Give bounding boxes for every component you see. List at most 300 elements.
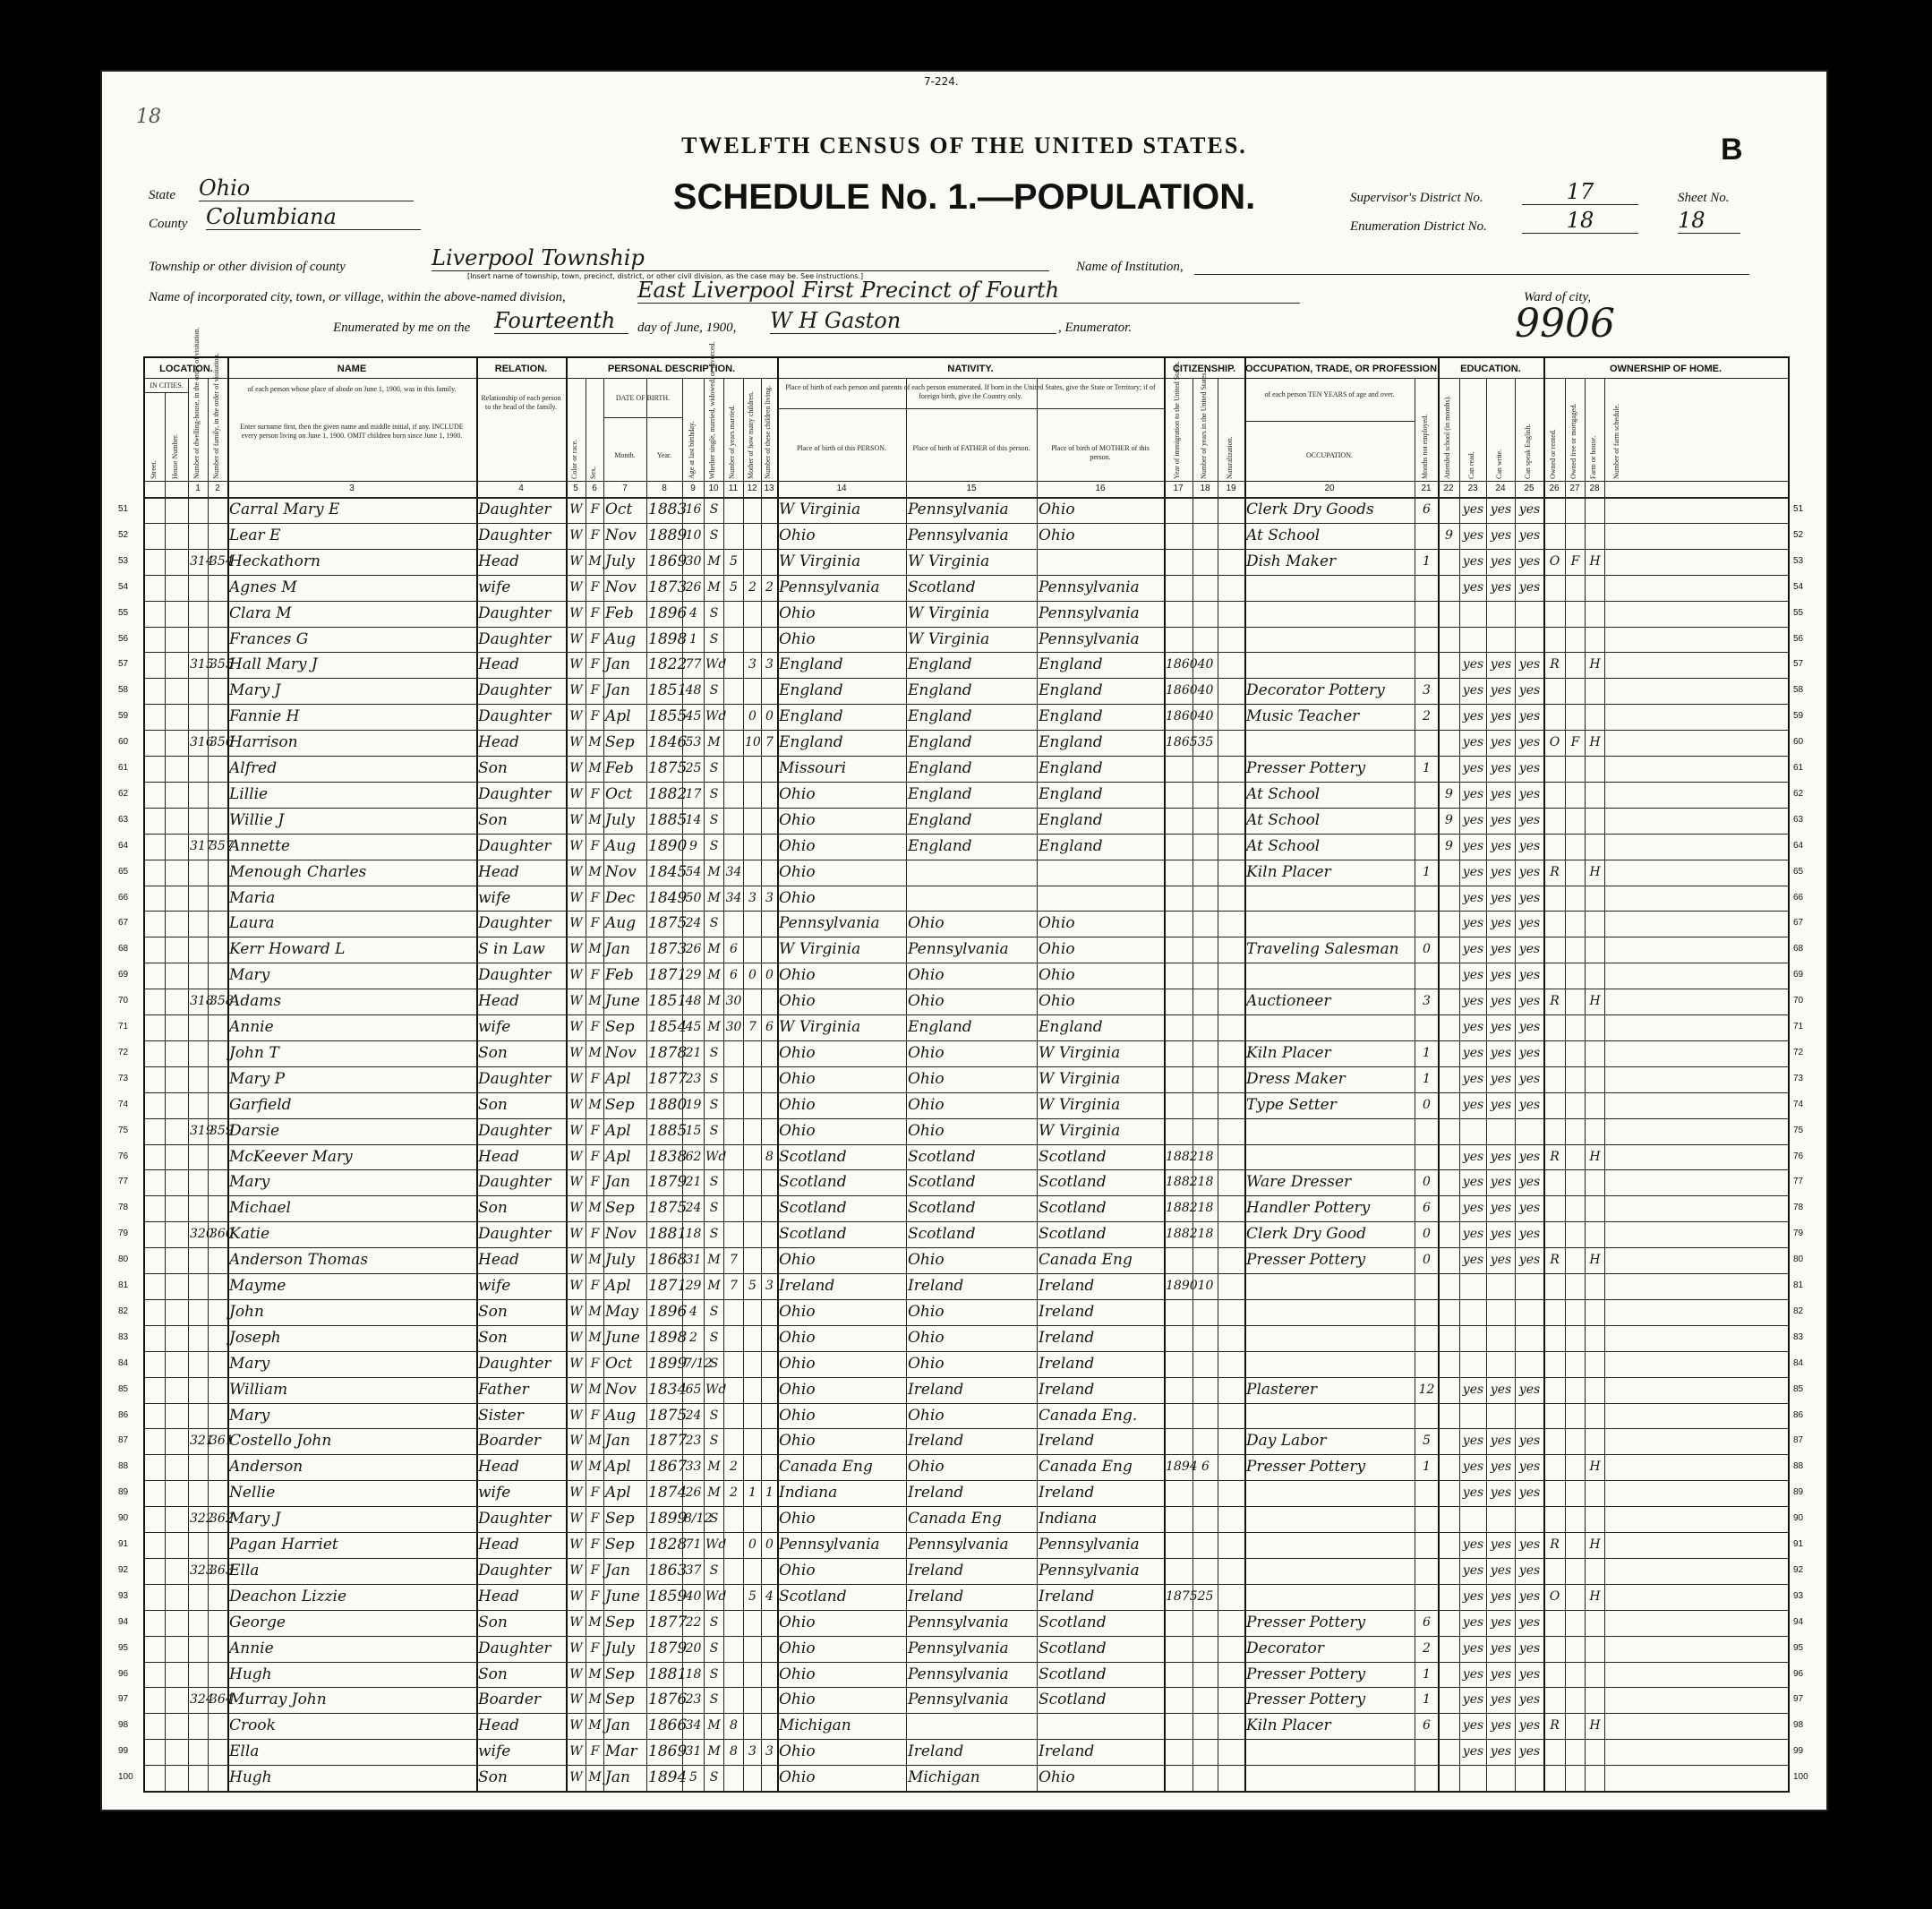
census-cell-sp: yes — [1518, 502, 1541, 517]
census-cell-s: M — [588, 1718, 602, 1734]
census-cell-fr — [1567, 523, 1584, 549]
census-cell-s: F — [590, 1020, 600, 1034]
census-cell-li — [763, 1454, 776, 1480]
census-cell-sp: yes — [1518, 1588, 1541, 1604]
census-cell-p: Ohio — [779, 784, 816, 803]
census-cell-dw: 315 — [190, 657, 214, 672]
census-cell-y: 1875 — [648, 914, 688, 933]
census-cell-im — [1166, 1713, 1192, 1739]
census-cell-rel: Head — [478, 552, 519, 570]
census-cell-fr — [1567, 1480, 1584, 1506]
census-cell-rd: yes — [1462, 1666, 1484, 1682]
census-cell-att — [1440, 1221, 1458, 1247]
census-cell-fr — [1567, 1325, 1584, 1351]
census-cell-mt: England — [1039, 681, 1103, 700]
census-cell-dw — [190, 1066, 207, 1092]
census-cell-att — [1440, 1532, 1458, 1558]
census-cell-rd: yes — [1462, 657, 1484, 672]
census-cell-mo — [745, 549, 760, 575]
census-cell-li — [763, 1040, 776, 1066]
census-cell-ms: M — [707, 890, 721, 905]
census-cell-fr: F — [1570, 553, 1580, 569]
column-divider — [1565, 378, 1566, 1791]
row-number-left: 88 — [118, 1461, 129, 1472]
census-cell-ms: S — [709, 605, 719, 621]
census-cell-occ: Dish Maker — [1246, 552, 1337, 570]
census-cell-rd: yes — [1462, 1614, 1484, 1630]
census-cell-y: 1871 — [648, 1277, 688, 1295]
census-cell-yr — [1194, 782, 1217, 808]
census-cell-dw — [190, 1299, 207, 1325]
census-cell-name: Darsie — [229, 1121, 280, 1140]
census-cell-mt: Ireland — [1039, 1354, 1095, 1373]
census-cell-fr — [1567, 834, 1584, 860]
census-cell-s: M — [588, 553, 602, 569]
row-number-left: 55 — [118, 607, 129, 618]
census-cell-c: W — [569, 864, 583, 879]
row-number-right: 67 — [1793, 918, 1804, 929]
census-cell-y: 1875 — [648, 759, 688, 777]
census-cell-rel: Head — [478, 1251, 519, 1270]
census-cell-im — [1166, 1066, 1192, 1092]
census-cell-li — [763, 782, 776, 808]
census-cell-mt: Canada Eng — [1039, 1458, 1133, 1477]
census-cell-yr — [1194, 1092, 1217, 1118]
census-cell-ms: M — [707, 1253, 721, 1268]
column-number: 12 — [747, 484, 757, 493]
census-cell-att — [1440, 1169, 1458, 1195]
census-cell-ms: S — [709, 1175, 719, 1190]
census-cell-mt: England — [1039, 655, 1103, 674]
census-cell-wr — [1488, 1506, 1514, 1532]
census-cell-sp: yes — [1518, 1562, 1541, 1578]
census-cell-fh: H — [1589, 1718, 1601, 1734]
census-cell-fr — [1567, 1765, 1584, 1791]
census-cell-fh — [1586, 808, 1603, 834]
census-cell-ms: Wd — [705, 1537, 727, 1552]
census-cell-f — [908, 1713, 1036, 1739]
census-cell-yr — [1194, 497, 1217, 523]
census-cell-rd — [1461, 1506, 1485, 1532]
census-cell-own — [1545, 1195, 1564, 1221]
census-cell-rel: wife — [478, 1742, 511, 1761]
census-cell-att — [1440, 1066, 1458, 1092]
group-header: OCCUPATION, TRADE, OR PROFESSION — [1244, 364, 1438, 374]
group-header: NATIVITY. — [947, 364, 994, 374]
census-cell-f: Michigan — [908, 1768, 980, 1787]
census-cell-li — [763, 1092, 776, 1118]
census-cell-yr — [1194, 1247, 1217, 1273]
census-cell-yr: 40 — [1197, 657, 1214, 672]
census-cell-rel: Head — [478, 992, 519, 1011]
row-number-left: 70 — [118, 996, 129, 1006]
census-cell-y: 1877 — [648, 1069, 688, 1088]
census-cell-mt: Ireland — [1039, 1328, 1095, 1347]
census-cell-dw: 318 — [190, 994, 214, 1009]
institution-line — [1194, 274, 1749, 275]
census-cell-s: F — [590, 683, 600, 698]
census-cell-occ: Kiln Placer — [1246, 1716, 1331, 1735]
census-cell-fh — [1586, 886, 1603, 912]
census-cell-rel: Son — [478, 1302, 508, 1321]
census-cell-rel: Boarder — [478, 1432, 542, 1451]
row-number-right: 99 — [1793, 1746, 1804, 1757]
census-cell-im — [1166, 860, 1192, 886]
census-cell-occ: At School — [1246, 526, 1321, 544]
census-cell-s: F — [590, 631, 600, 646]
census-cell-yr: 6 — [1201, 1460, 1210, 1475]
census-cell-y: 1883 — [648, 501, 688, 518]
census-cell-c: W — [569, 1382, 583, 1397]
column-number: 11 — [728, 484, 739, 493]
census-cell-s: F — [590, 657, 600, 672]
census-cell-a: 48 — [685, 683, 702, 698]
census-cell-a: 17 — [685, 786, 702, 801]
census-cell-att — [1440, 1299, 1458, 1325]
census-cell-fr — [1567, 808, 1584, 834]
free-head: Owned free or mortgaged. — [1569, 403, 1577, 479]
census-cell-att — [1440, 1687, 1458, 1713]
census-cell-p: Ohio — [779, 1665, 816, 1683]
census-cell-yr — [1194, 1299, 1217, 1325]
census-cell-ms: M — [707, 864, 721, 879]
census-cell-y: 1834 — [648, 1380, 688, 1399]
census-cell-own — [1545, 886, 1564, 912]
group-header: OWNERSHIP OF HOME. — [1609, 364, 1723, 374]
column-number: 2 — [215, 484, 220, 493]
census-cell-own — [1545, 1428, 1564, 1454]
census-cell-f: Scotland — [908, 1147, 976, 1166]
farm-no-head: Number of farm schedule. — [1612, 404, 1620, 479]
census-cell-wr: yes — [1490, 968, 1512, 983]
census-cell-f: Pennsylvania — [908, 1613, 1009, 1631]
census-cell-c: W — [569, 709, 583, 724]
census-cell-ms: S — [709, 1045, 719, 1060]
census-cell-occ: Dress Maker — [1246, 1069, 1346, 1088]
census-cell-fr — [1567, 937, 1584, 963]
column-divider — [723, 378, 724, 1791]
census-cell-a: 40 — [685, 1588, 702, 1604]
census-cell-sp: yes — [1518, 1149, 1541, 1164]
census-cell-yr — [1194, 1325, 1217, 1351]
census-cell-f: Pennsylvania — [908, 501, 1009, 518]
census-cell-fam — [209, 1299, 227, 1325]
census-cell-s: M — [588, 864, 602, 879]
census-cell-mo — [745, 1765, 760, 1791]
census-cell-im — [1166, 886, 1192, 912]
census-cell-ym — [725, 1662, 742, 1688]
census-cell-y: 1866 — [648, 1716, 688, 1735]
enumerated-label-b: day of June, 1900, — [637, 321, 737, 335]
sex-head: Sex. — [589, 467, 597, 479]
census-cell-y: 1854 — [648, 1018, 688, 1036]
census-cell-fr — [1567, 678, 1584, 704]
census-cell-occ: At School — [1246, 784, 1321, 803]
census-cell-un — [1416, 575, 1437, 601]
census-cell-mt: Ireland — [1039, 1380, 1095, 1399]
census-cell-s: F — [590, 786, 600, 801]
census-cell-y: 1855 — [648, 707, 688, 726]
census-cell-name: Mary — [229, 966, 270, 985]
census-cell-fam — [209, 627, 227, 653]
name-note: Enter surname first, then the given name and middle initial, if any. INCLUDE every person living on June 1, 1900. OMIT children born since June 1, 1900. — [240, 423, 464, 440]
census-cell-im: 1882 — [1166, 1149, 1198, 1164]
relation-desc: Relationship of each person to the head of the family. — [481, 394, 561, 411]
census-cell-name: Maria — [229, 888, 276, 907]
census-cell-im — [1166, 1610, 1192, 1636]
census-cell-wr: yes — [1490, 1537, 1512, 1552]
census-cell-name: John T — [229, 1043, 279, 1062]
attended-head: Attended school (in months). — [1443, 395, 1451, 479]
row-number-left: 98 — [118, 1720, 129, 1731]
census-cell-c: W — [569, 553, 583, 569]
census-cell-ym: 30 — [725, 994, 742, 1009]
census-cell-ms: S — [709, 1614, 719, 1630]
census-cell-yr — [1194, 1532, 1217, 1558]
census-cell-un — [1416, 911, 1437, 937]
census-cell-fr — [1567, 704, 1584, 730]
census-cell-ym — [725, 1610, 742, 1636]
census-cell-li — [763, 937, 776, 963]
census-cell-a: 31 — [685, 1253, 702, 1268]
census-cell-y: 1851 — [648, 681, 688, 700]
census-cell-fr — [1567, 1687, 1584, 1713]
census-cell-c: W — [569, 1537, 583, 1552]
naturalization-head: Naturalization. — [1226, 436, 1234, 479]
row-number-left: 86 — [118, 1409, 129, 1420]
census-cell-fr — [1567, 989, 1584, 1014]
row-number-left: 69 — [118, 970, 129, 980]
census-cell-li — [763, 1195, 776, 1221]
census-cell-own — [1545, 523, 1564, 549]
dob-line — [603, 417, 682, 418]
census-cell-att — [1440, 1765, 1458, 1791]
census-cell-yr: 35 — [1197, 735, 1214, 750]
census-cell-occ — [1246, 1273, 1414, 1299]
row-number-left: 60 — [118, 737, 129, 748]
census-cell-name: Crook — [229, 1716, 276, 1735]
census-cell-att: 9 — [1445, 838, 1453, 853]
census-cell-att — [1440, 1247, 1458, 1273]
column-number: 26 — [1549, 484, 1560, 493]
census-cell-rd: yes — [1462, 1175, 1484, 1190]
census-cell-im — [1166, 989, 1192, 1014]
census-cell-im — [1166, 782, 1192, 808]
census-cell-s: F — [590, 1537, 600, 1552]
row-number-left: 95 — [118, 1642, 129, 1653]
census-cell-mo — [745, 1351, 760, 1377]
census-cell-ym — [725, 704, 742, 730]
census-cell-att — [1440, 1584, 1458, 1610]
census-cell-ms: Wd — [705, 1149, 727, 1164]
census-cell-f: Ohio — [908, 914, 945, 933]
census-cell-im — [1166, 627, 1192, 653]
census-cell-dw: 319 — [190, 1123, 214, 1138]
census-cell-ms: S — [709, 1408, 719, 1423]
census-cell-a: 24 — [685, 1408, 702, 1423]
census-cell-f: W Virginia — [908, 604, 990, 622]
census-cell-fh: H — [1589, 657, 1601, 672]
census-cell-un — [1416, 652, 1437, 678]
census-cell-mo: 10 — [745, 735, 761, 750]
census-cell-m: Apl — [605, 707, 631, 726]
census-cell-s: M — [588, 942, 602, 957]
census-cell-fr — [1567, 1066, 1584, 1092]
census-cell-mt: W Virginia — [1039, 1095, 1121, 1114]
census-cell-mt: Ireland — [1039, 1587, 1095, 1605]
census-cell-att — [1440, 911, 1458, 937]
census-cell-p: Scotland — [779, 1225, 847, 1244]
census-cell-dw — [190, 627, 207, 653]
census-cell-rel: Daughter — [478, 784, 551, 803]
census-cell-p: Ohio — [779, 1406, 816, 1425]
census-cell-wr: yes — [1490, 1434, 1512, 1449]
census-cell-yr — [1194, 1403, 1217, 1429]
census-cell-rel: Son — [478, 1095, 508, 1114]
census-cell-fam — [209, 1014, 227, 1040]
census-cell-ms: M — [707, 579, 721, 595]
census-cell-s: M — [588, 735, 602, 750]
census-cell-name: Katie — [229, 1225, 270, 1244]
census-cell-fr — [1567, 886, 1584, 912]
census-cell-att — [1440, 886, 1458, 912]
row-number-left: 92 — [118, 1564, 129, 1575]
census-cell-sp: yes — [1518, 1666, 1541, 1682]
census-cell-c: W — [569, 605, 583, 621]
census-cell-y: 1885 — [648, 1121, 688, 1140]
census-cell-sp: yes — [1518, 1485, 1541, 1501]
census-cell-ms: S — [709, 838, 719, 853]
unemployed-head: Months not employed. — [1421, 414, 1429, 479]
row-number-right: 98 — [1793, 1720, 1804, 1731]
column-number: 13 — [764, 484, 774, 493]
census-cell-own — [1545, 1636, 1564, 1662]
census-cell-ym — [725, 1169, 742, 1195]
supervisor-label: Supervisor's District No. — [1350, 191, 1483, 205]
census-cell-dw — [190, 1040, 207, 1066]
census-cell-un — [1416, 1299, 1437, 1325]
census-cell-att — [1440, 1118, 1458, 1144]
census-cell-f: England — [908, 707, 972, 726]
census-cell-yr — [1194, 523, 1217, 549]
census-cell-li — [763, 601, 776, 627]
census-cell-fr — [1567, 1532, 1584, 1558]
column-number: 8 — [662, 484, 667, 493]
marital-head: Whether single, married, widowed, or divorced. — [708, 341, 716, 479]
census-cell-occ — [1246, 1532, 1414, 1558]
census-cell-own: R — [1550, 1253, 1560, 1268]
census-cell-im — [1166, 1247, 1192, 1273]
census-cell-rel: Daughter — [478, 681, 551, 700]
census-cell-occ — [1246, 963, 1414, 989]
census-cell-li — [763, 1687, 776, 1713]
census-cell-wr: yes — [1490, 916, 1512, 931]
census-cell-m: Nov — [605, 862, 637, 881]
census-cell-occ — [1246, 1144, 1414, 1170]
census-cell-rel: Head — [478, 1147, 519, 1166]
census-cell-fr — [1567, 1273, 1584, 1299]
census-cell-rd: yes — [1462, 1537, 1484, 1552]
census-cell-fam — [209, 1247, 227, 1273]
census-cell-im — [1166, 1040, 1192, 1066]
census-cell-name: Nellie — [229, 1484, 276, 1502]
census-cell-c: W — [569, 761, 583, 775]
row-number-right: 68 — [1793, 944, 1804, 954]
census-cell-m: Jan — [605, 1432, 630, 1451]
occupation-head: OCCUPATION. — [1306, 451, 1353, 459]
census-cell-name: Mary P — [229, 1069, 286, 1088]
census-cell-rel: Son — [478, 1613, 508, 1631]
census-cell-own — [1545, 1377, 1564, 1403]
census-cell-name: Annie — [229, 1639, 274, 1657]
census-cell-f: Ohio — [908, 1328, 945, 1347]
census-cell-f: Canada Eng — [908, 1510, 1002, 1528]
census-cell-ym — [725, 808, 742, 834]
census-cell-own — [1545, 834, 1564, 860]
census-cell-fam — [209, 1584, 227, 1610]
census-cell-p: Scotland — [779, 1587, 847, 1605]
census-cell-yr — [1194, 937, 1217, 963]
census-cell-s: F — [590, 1485, 600, 1501]
census-cell-rel: Son — [478, 759, 508, 777]
census-cell-fh: H — [1589, 1537, 1601, 1552]
census-cell-sp: yes — [1518, 890, 1541, 905]
census-cell-rd: yes — [1462, 709, 1484, 724]
census-cell-m: Nov — [605, 578, 637, 596]
census-cell-sp — [1517, 1351, 1543, 1377]
census-cell-yr — [1194, 1739, 1217, 1765]
census-cell-rel: Daughter — [478, 1225, 551, 1244]
corner-note: 18 — [136, 106, 161, 128]
census-cell-mo: 1 — [748, 1485, 757, 1501]
census-cell-m: Jan — [605, 655, 630, 674]
census-cell-fr — [1567, 1014, 1584, 1040]
census-cell-ms: S — [709, 1562, 719, 1578]
census-cell-rd: yes — [1462, 1201, 1484, 1216]
census-cell-sp: yes — [1518, 1382, 1541, 1397]
column-number: 7 — [622, 484, 628, 493]
census-cell-mt: Scotland — [1039, 1639, 1107, 1657]
census-cell-y: 1881 — [648, 1665, 688, 1683]
census-cell-li — [763, 860, 776, 886]
census-cell-rel: wife — [478, 1277, 511, 1295]
census-cell-own — [1545, 601, 1564, 627]
census-cell-p: Ohio — [779, 1639, 816, 1657]
census-cell-dw — [190, 601, 207, 627]
census-cell-un — [1416, 1506, 1437, 1532]
census-title: TWELFTH CENSUS OF THE UNITED STATES. — [681, 133, 1247, 158]
census-cell-rd: yes — [1462, 1227, 1484, 1242]
census-cell-rd: yes — [1462, 1588, 1484, 1604]
census-cell-att — [1440, 1506, 1458, 1532]
census-cell-wr: yes — [1490, 579, 1512, 595]
group-header: PERSONAL DESCRIPTION. — [607, 364, 736, 374]
census-cell-fam — [209, 1765, 227, 1791]
census-cell-name: Carral Mary E — [229, 501, 340, 518]
census-cell-fr — [1567, 756, 1584, 782]
census-cell-fh — [1586, 834, 1603, 860]
census-cell-own — [1545, 1299, 1564, 1325]
census-cell-un: 6 — [1423, 502, 1431, 517]
census-cell-yr — [1194, 808, 1217, 834]
census-cell-yr — [1194, 886, 1217, 912]
census-cell-a: 20 — [685, 1640, 702, 1656]
census-cell-occ — [1246, 1403, 1414, 1429]
census-cell-dw — [190, 1351, 207, 1377]
census-cell-p: Ohio — [779, 1510, 816, 1528]
census-cell-own — [1545, 497, 1564, 523]
census-cell-name: Hugh — [229, 1665, 272, 1683]
